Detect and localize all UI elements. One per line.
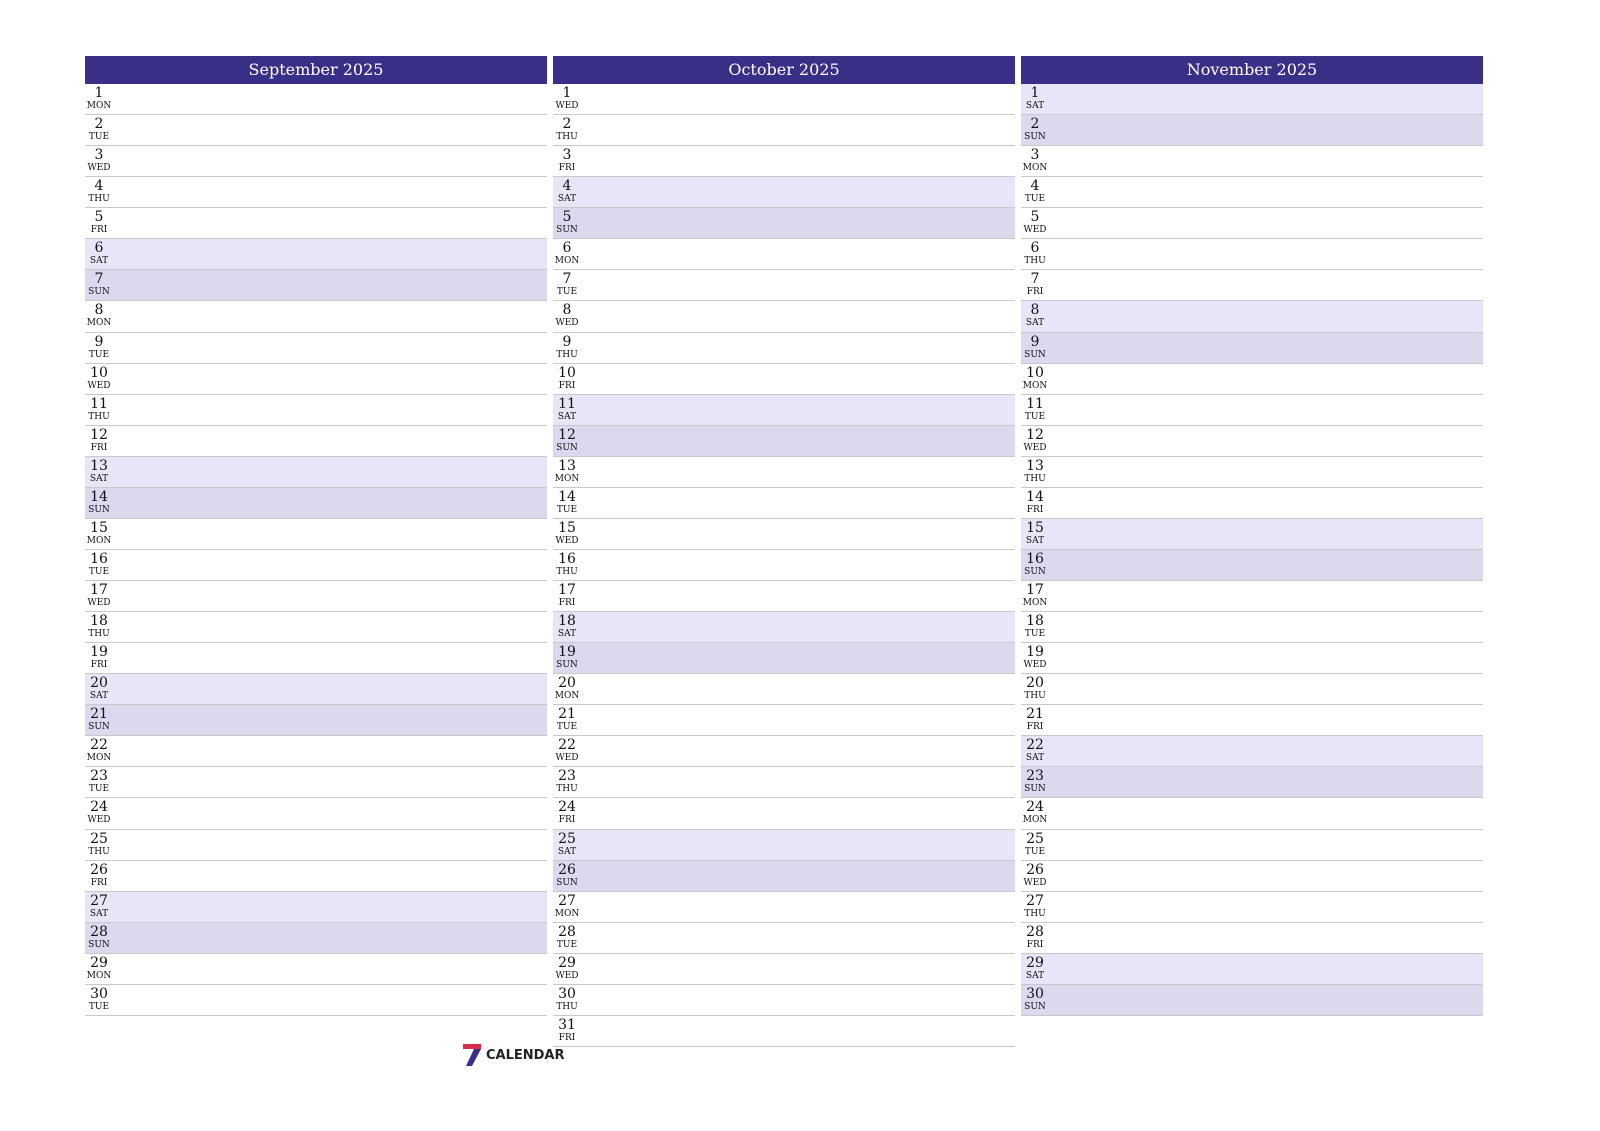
day-number: 9 <box>1030 333 1040 350</box>
day-row <box>1021 333 1483 364</box>
day-number: 12 <box>558 426 576 443</box>
day-number: 7 <box>94 271 104 288</box>
weekday-label: TUE <box>556 504 578 515</box>
day-row <box>1021 519 1483 550</box>
day-number: 12 <box>90 426 108 443</box>
day-row <box>85 954 547 985</box>
day-number: 24 <box>558 799 576 816</box>
weekday-label: TUE <box>1024 629 1046 640</box>
day-number: 12 <box>1026 426 1044 443</box>
weekday-label: SAT <box>89 256 109 267</box>
day-row <box>1021 550 1483 581</box>
weekday-label: THU <box>556 349 578 360</box>
day-row <box>553 146 1015 177</box>
weekday-label: MON <box>554 908 580 919</box>
weekday-label: SUN <box>556 877 578 888</box>
day-number: 3 <box>1030 147 1040 164</box>
day-row <box>553 612 1015 643</box>
weekday-label: MON <box>554 691 580 702</box>
day-number: 25 <box>1026 830 1044 847</box>
weekday-label: FRI <box>90 225 108 236</box>
day-number: 9 <box>562 333 572 350</box>
day-row <box>1021 301 1483 332</box>
weekday-label: SAT <box>1025 970 1045 981</box>
day-row <box>1021 705 1483 736</box>
day-row <box>553 830 1015 861</box>
weekday-label: SUN <box>88 287 110 298</box>
weekday-label: SAT <box>557 629 577 640</box>
day-number: 10 <box>90 364 108 381</box>
day-number: 11 <box>558 395 576 412</box>
day-number: 25 <box>558 830 576 847</box>
weekday-label: TUE <box>1024 846 1046 857</box>
day-row <box>553 177 1015 208</box>
day-row <box>1021 84 1483 115</box>
month-november <box>1021 56 1483 1016</box>
day-number: 23 <box>1026 768 1044 785</box>
weekday-label: THU <box>556 1001 578 1012</box>
day-row <box>553 581 1015 612</box>
weekday-label: SUN <box>1024 349 1046 360</box>
day-number: 13 <box>1026 457 1044 474</box>
weekday-label: SUN <box>88 504 110 515</box>
day-number: 15 <box>558 519 576 536</box>
day-number: 18 <box>90 613 108 630</box>
weekday-label: FRI <box>1026 939 1044 950</box>
day-number: 21 <box>90 706 108 723</box>
day-number: 30 <box>90 985 108 1002</box>
weekday-label: FRI <box>1026 504 1044 515</box>
day-row <box>1021 364 1483 395</box>
day-number: 15 <box>1026 519 1044 536</box>
weekday-label: WED <box>87 815 111 826</box>
day-number: 22 <box>1026 737 1044 754</box>
day-number: 14 <box>1026 488 1044 505</box>
day-row <box>85 208 547 239</box>
weekday-label: SAT <box>89 691 109 702</box>
day-row <box>1021 798 1483 829</box>
seven-logo-icon <box>462 1043 482 1067</box>
day-row <box>553 861 1015 892</box>
day-number: 28 <box>90 923 108 940</box>
weekday-label: WED <box>87 380 111 391</box>
weekday-label: TUE <box>556 722 578 733</box>
weekday-label: WED <box>555 970 579 981</box>
weekday-label: SAT <box>557 411 577 422</box>
weekday-label: SUN <box>1024 566 1046 577</box>
weekday-label: FRI <box>1026 287 1044 298</box>
day-row <box>85 270 547 301</box>
logo-text: CALENDAR <box>486 1047 565 1063</box>
day-number: 1 <box>562 85 572 101</box>
day-row <box>85 519 547 550</box>
calendar-logo <box>462 1043 565 1067</box>
weekday-label: MON <box>1022 598 1048 608</box>
day-number: 31 <box>558 1016 576 1033</box>
day-number: 15 <box>90 519 108 536</box>
weekday-label: SUN <box>1024 784 1046 795</box>
day-row <box>553 736 1015 767</box>
day-row <box>85 333 547 364</box>
day-row <box>553 923 1015 954</box>
day-row <box>553 270 1015 301</box>
weekday-label: SUN <box>1024 1001 1046 1012</box>
weekday-label: THU <box>556 566 578 577</box>
day-number: 19 <box>558 644 576 661</box>
weekday-label: SAT <box>1025 318 1045 329</box>
day-number: 10 <box>1026 364 1044 381</box>
weekday-label: SUN <box>556 225 578 236</box>
day-number: 10 <box>558 364 576 381</box>
day-number: 7 <box>1030 271 1040 288</box>
weekday-label: WED <box>555 101 579 111</box>
day-number: 17 <box>90 582 108 598</box>
day-number: 23 <box>558 768 576 785</box>
day-row <box>1021 177 1483 208</box>
weekday-label: MON <box>554 473 580 484</box>
day-number: 29 <box>1026 954 1044 971</box>
day-number: 16 <box>90 550 108 567</box>
weekday-label: SAT <box>89 908 109 919</box>
day-row <box>553 1016 1015 1047</box>
day-number: 22 <box>90 737 108 754</box>
day-number: 2 <box>562 116 572 133</box>
day-number: 20 <box>1026 675 1044 692</box>
day-row <box>1021 208 1483 239</box>
day-number: 21 <box>1026 706 1044 723</box>
day-number: 3 <box>94 147 104 164</box>
day-number: 14 <box>90 488 108 505</box>
day-number: 2 <box>94 116 104 133</box>
day-number: 8 <box>562 302 572 319</box>
day-row <box>85 550 547 581</box>
day-row <box>553 115 1015 146</box>
month-october <box>553 56 1015 1047</box>
day-row <box>553 364 1015 395</box>
day-number: 22 <box>558 737 576 754</box>
day-number: 28 <box>1026 923 1044 940</box>
weekday-label: MON <box>554 256 580 267</box>
day-number: 4 <box>1030 178 1040 195</box>
day-row <box>1021 892 1483 923</box>
weekday-label: THU <box>1024 691 1046 702</box>
day-row <box>85 457 547 488</box>
weekday-label: SUN <box>88 939 110 950</box>
day-row <box>85 115 547 146</box>
day-number: 27 <box>558 892 576 909</box>
day-row <box>85 985 547 1016</box>
day-number: 27 <box>90 892 108 909</box>
day-number: 5 <box>94 209 104 226</box>
day-row <box>85 177 547 208</box>
weekday-label: MON <box>1022 163 1048 174</box>
day-number: 26 <box>558 861 576 878</box>
day-number: 14 <box>558 488 576 505</box>
weekday-label: SAT <box>1025 535 1045 546</box>
day-number: 4 <box>562 178 572 195</box>
weekday-label: WED <box>1023 660 1047 671</box>
weekday-label: TUE <box>88 349 110 360</box>
day-row <box>553 488 1015 519</box>
day-number: 30 <box>1026 985 1044 1002</box>
day-number: 30 <box>558 985 576 1002</box>
day-number: 29 <box>90 954 108 971</box>
day-row <box>85 581 547 612</box>
day-row <box>85 612 547 643</box>
day-row <box>553 333 1015 364</box>
weekday-label: TUE <box>88 566 110 577</box>
weekday-label: FRI <box>1026 722 1044 733</box>
day-number: 21 <box>558 706 576 723</box>
day-row <box>553 519 1015 550</box>
weekday-label: WED <box>1023 225 1047 236</box>
day-number: 13 <box>90 457 108 474</box>
day-row <box>1021 457 1483 488</box>
day-row <box>1021 674 1483 705</box>
day-number: 11 <box>1026 395 1044 412</box>
day-row <box>1021 985 1483 1016</box>
day-number: 2 <box>1030 116 1040 133</box>
weekday-label: MON <box>1022 380 1048 391</box>
day-row <box>553 301 1015 332</box>
day-row <box>1021 488 1483 519</box>
day-number: 5 <box>1030 209 1040 226</box>
day-row <box>1021 736 1483 767</box>
weekday-label: WED <box>555 318 579 329</box>
day-number: 17 <box>1026 582 1044 598</box>
day-number: 25 <box>90 830 108 847</box>
weekday-label: THU <box>88 846 110 857</box>
weekday-label: THU <box>88 194 110 205</box>
day-row <box>85 364 547 395</box>
weekday-label: THU <box>1024 908 1046 919</box>
day-number: 17 <box>558 582 576 598</box>
day-row <box>1021 146 1483 177</box>
day-row <box>85 395 547 426</box>
day-number: 7 <box>562 271 572 288</box>
day-row <box>553 892 1015 923</box>
weekday-label: SUN <box>88 722 110 733</box>
weekday-label: FRI <box>90 660 108 671</box>
day-number: 1 <box>1030 85 1040 101</box>
day-row <box>553 84 1015 115</box>
day-row <box>85 146 547 177</box>
day-row <box>553 426 1015 457</box>
day-row <box>553 767 1015 798</box>
weekday-label: SAT <box>1025 101 1045 111</box>
weekday-label: TUE <box>88 132 110 143</box>
weekday-label: MON <box>86 318 112 329</box>
weekday-label: TUE <box>88 1001 110 1012</box>
weekday-label: TUE <box>88 784 110 795</box>
weekday-label: FRI <box>90 442 108 453</box>
day-number: 9 <box>94 333 104 350</box>
day-number: 23 <box>90 768 108 785</box>
day-number: 19 <box>90 644 108 661</box>
day-number: 11 <box>90 395 108 412</box>
day-number: 28 <box>558 923 576 940</box>
weekday-label: WED <box>87 598 111 608</box>
day-row <box>1021 115 1483 146</box>
day-row <box>85 301 547 332</box>
day-number: 20 <box>90 675 108 692</box>
day-row <box>553 239 1015 270</box>
day-row <box>85 426 547 457</box>
day-number: 29 <box>558 954 576 971</box>
day-row <box>1021 643 1483 674</box>
day-row <box>1021 861 1483 892</box>
day-number: 13 <box>558 457 576 474</box>
month-title: November 2025 <box>1021 56 1483 84</box>
day-row <box>553 208 1015 239</box>
weekday-label: WED <box>87 163 111 174</box>
weekday-label: SAT <box>557 194 577 205</box>
day-number: 19 <box>1026 644 1044 661</box>
day-number: 5 <box>562 209 572 226</box>
weekday-label: THU <box>556 784 578 795</box>
weekday-label: FRI <box>558 1032 576 1043</box>
weekday-label: THU <box>1024 256 1046 267</box>
day-number: 8 <box>1030 302 1040 319</box>
weekday-label: THU <box>88 411 110 422</box>
weekday-label: WED <box>555 535 579 546</box>
day-row <box>553 705 1015 736</box>
weekday-label: TUE <box>556 939 578 950</box>
weekday-label: MON <box>86 753 112 764</box>
day-row <box>1021 395 1483 426</box>
day-row <box>1021 239 1483 270</box>
day-row <box>1021 923 1483 954</box>
day-row <box>85 830 547 861</box>
day-row <box>1021 954 1483 985</box>
day-row <box>1021 270 1483 301</box>
weekday-label: FRI <box>558 380 576 391</box>
weekday-label: MON <box>86 970 112 981</box>
day-row <box>553 954 1015 985</box>
day-number: 26 <box>90 861 108 878</box>
month-title: September 2025 <box>85 56 547 84</box>
weekday-label: SUN <box>556 442 578 453</box>
day-number: 4 <box>94 178 104 195</box>
day-row <box>85 488 547 519</box>
weekday-label: FRI <box>558 815 576 826</box>
day-number: 6 <box>562 240 572 257</box>
weekday-label: THU <box>556 132 578 143</box>
weekday-label: SAT <box>89 473 109 484</box>
day-row <box>85 923 547 954</box>
month-september <box>85 56 547 1016</box>
day-row <box>1021 830 1483 861</box>
day-row <box>85 892 547 923</box>
weekday-label: THU <box>88 629 110 640</box>
weekday-label: TUE <box>1024 411 1046 422</box>
day-row <box>1021 581 1483 612</box>
weekday-label: WED <box>555 753 579 764</box>
day-row <box>85 674 547 705</box>
weekday-label: SAT <box>557 846 577 857</box>
day-number: 6 <box>1030 240 1040 257</box>
day-number: 24 <box>90 799 108 816</box>
day-row <box>85 798 547 829</box>
weekday-label: TUE <box>1024 194 1046 205</box>
day-number: 16 <box>1026 550 1044 567</box>
day-row <box>85 705 547 736</box>
weekday-label: SUN <box>556 660 578 671</box>
day-row <box>1021 612 1483 643</box>
weekday-label: WED <box>1023 442 1047 453</box>
month-title: October 2025 <box>553 56 1015 84</box>
weekday-label: WED <box>1023 877 1047 888</box>
weekday-label: MON <box>1022 815 1048 826</box>
weekday-label: SUN <box>1024 132 1046 143</box>
day-row <box>553 643 1015 674</box>
day-number: 27 <box>1026 892 1044 909</box>
day-row <box>85 643 547 674</box>
day-row <box>85 736 547 767</box>
weekday-label: MON <box>86 101 112 111</box>
day-number: 8 <box>94 302 104 319</box>
day-row <box>1021 426 1483 457</box>
day-row <box>553 550 1015 581</box>
weekday-label: FRI <box>90 877 108 888</box>
weekday-label: FRI <box>558 163 576 174</box>
day-number: 18 <box>1026 613 1044 630</box>
day-row <box>553 798 1015 829</box>
day-row <box>553 457 1015 488</box>
day-row <box>553 985 1015 1016</box>
day-number: 18 <box>558 613 576 630</box>
day-row <box>85 861 547 892</box>
day-number: 3 <box>562 147 572 164</box>
weekday-label: SAT <box>1025 753 1045 764</box>
day-row <box>553 395 1015 426</box>
day-row <box>553 674 1015 705</box>
day-row <box>85 239 547 270</box>
weekday-label: MON <box>86 535 112 546</box>
day-row <box>85 767 547 798</box>
weekday-label: THU <box>1024 473 1046 484</box>
weekday-label: FRI <box>558 598 576 608</box>
day-number: 24 <box>1026 799 1044 816</box>
day-row <box>1021 767 1483 798</box>
day-number: 16 <box>558 550 576 567</box>
weekday-label: TUE <box>556 287 578 298</box>
day-number: 6 <box>94 240 104 257</box>
day-number: 20 <box>558 675 576 692</box>
day-number: 26 <box>1026 861 1044 878</box>
day-number: 1 <box>94 85 104 101</box>
day-row <box>85 84 547 115</box>
